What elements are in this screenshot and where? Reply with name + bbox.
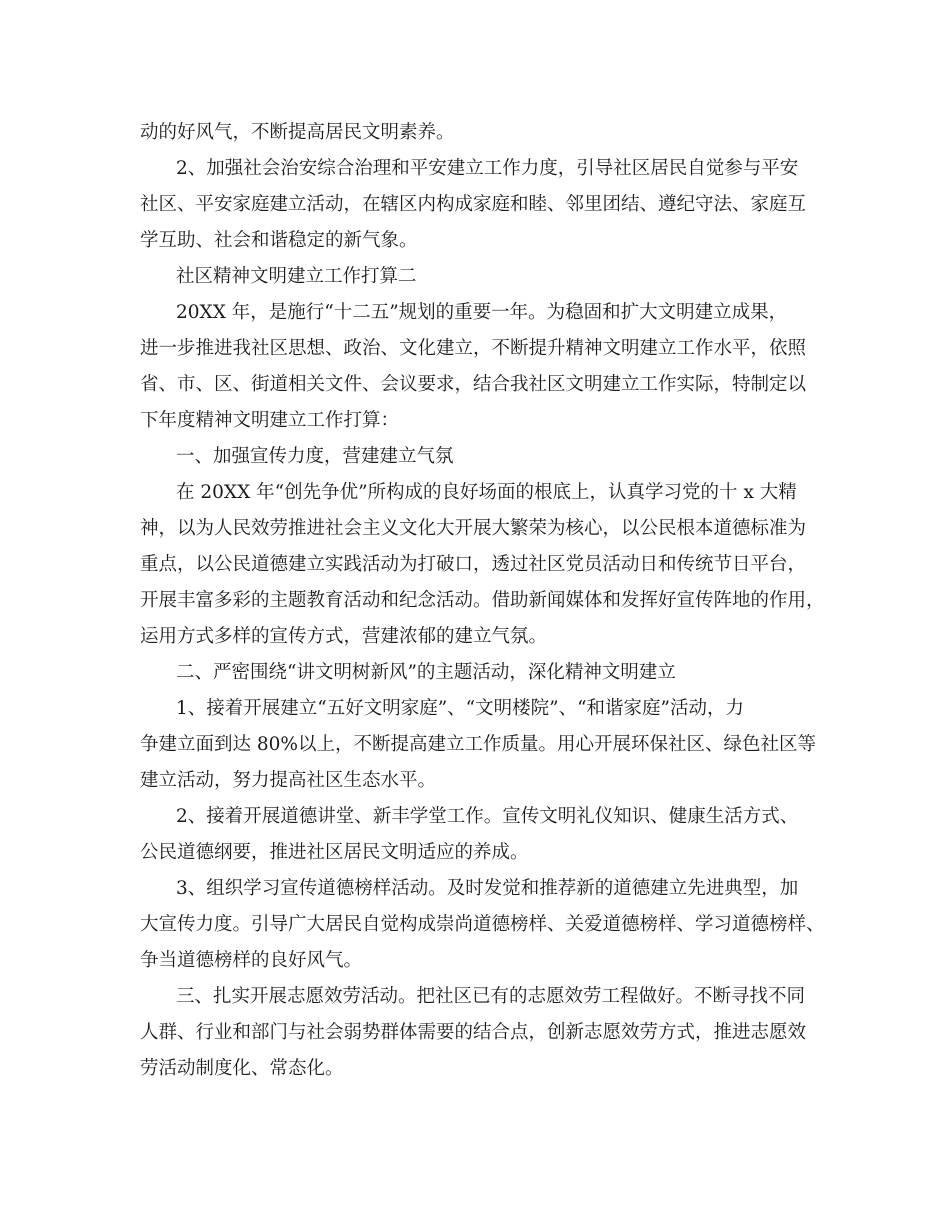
paragraph-line: 重点，以公民道德建立实践活动为打破口，透过社区党员活动日和传统节日平台，: [140, 554, 807, 575]
paragraph-line: 2、加强社会治安综合治理和平安建立工作力度，引导社区居民自觉参与平安: [176, 158, 799, 179]
paragraph-line: 劳活动制度化、常态化。: [140, 1058, 344, 1079]
paragraph-line: 争建立面到达 80%以上，不断提高建立工作质量。用心开展环保社区、绿色社区等: [140, 734, 817, 755]
paragraph-line: 在 20XX 年“创先争优”所构成的良好场面的根底上，认真学习党的十 x 大精: [176, 482, 797, 503]
paragraph-line: 2、接着开展道德讲堂、新丰学堂工作。宣传文明礼仪知识、健康生活方式、: [176, 806, 799, 827]
paragraph-line: 20XX 年，是施行“十二五”规划的重要一年。为稳固和扩大文明建立成果，: [176, 302, 788, 323]
paragraph-line: 动的好风气，不断提高居民文明素养。: [140, 122, 455, 143]
section-heading: 二、严密围绕“讲文明树新风”的主题活动，深化精神文明建立: [176, 662, 676, 683]
section-heading: 社区精神文明建立工作打算二: [176, 266, 417, 287]
paragraph-line: 神，以为人民效劳推进社会主义文化大开展大繁荣为核心，以公民根本道德标准为: [140, 518, 807, 539]
section-heading: 一、加强宣传力度，营建建立气氛: [176, 446, 454, 467]
paragraph-line: 3、组织学习宣传道德榜样活动。及时发觉和推荐新的道德建立先进典型，加: [176, 878, 799, 899]
paragraph-line: 下年度精神文明建立工作打算：: [140, 410, 400, 431]
paragraph-line: 开展丰富多彩的主题教育活动和纪念活动。借助新闻媒体和发挥好宣传阵地的作用，: [140, 590, 825, 611]
paragraph-line: 公民道德纲要，推进社区居民文明适应的养成。: [140, 842, 529, 863]
paragraph-line: 人群、行业和部门与社会弱势群体需要的结合点，创新志愿效劳方式，推进志愿效: [140, 1022, 807, 1043]
paragraph-line: 1、接着开展建立“五好文明家庭”、“文明楼院”、“和谐家庭”活动，力: [176, 698, 745, 719]
paragraph-line: 运用方式多样的宣传方式，营建浓郁的建立气氛。: [140, 626, 548, 647]
paragraph-line: 三、扎实开展志愿效劳活动。把社区已有的志愿效劳工程做好。不断寻找不同: [176, 986, 806, 1007]
paragraph-line: 学互助、社会和谐稳定的新气象。: [140, 230, 418, 251]
paragraph-line: 争当道德榜样的良好风气。: [140, 950, 363, 971]
paragraph-line: 建立活动，努力提高社区生态水平。: [140, 770, 437, 791]
paragraph-line: 省、市、区、街道相关文件、会议要求，结合我社区文明建立工作实际，特制定以: [140, 374, 807, 395]
paragraph-line: 大宣传力度。引导广大居民自觉构成崇尚道德榜样、关爱道德榜样、学习道德榜样、: [140, 914, 825, 935]
paragraph-line: 社区、平安家庭建立活动，在辖区内构成家庭和睦、邻里团结、遵纪守法、家庭互: [140, 194, 807, 215]
paragraph-line: 进一步推进我社区思想、政治、文化建立，不断提升精神文明建立工作水平，依照: [140, 338, 807, 359]
